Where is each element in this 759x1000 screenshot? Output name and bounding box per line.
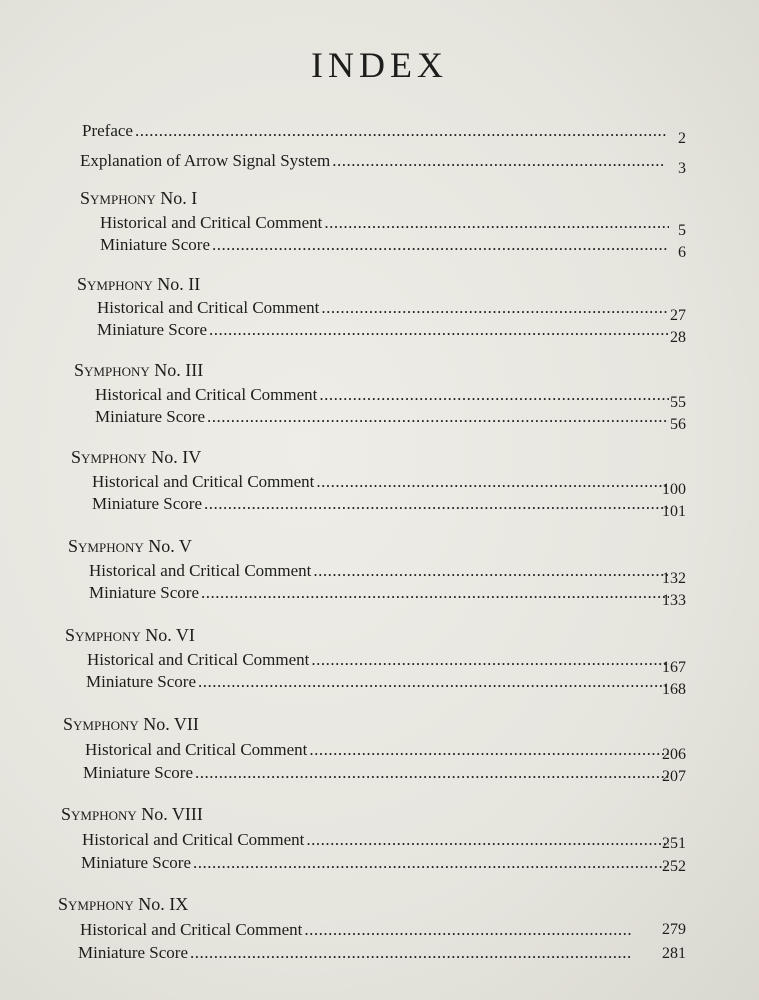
symphony-word: Symphony	[63, 714, 139, 734]
toc-label: Miniature Score	[92, 494, 202, 513]
toc-page-number: 28	[670, 329, 686, 346]
toc-entry-comment	[85, 740, 675, 762]
symphony-heading: Symphony No. VI	[65, 625, 195, 645]
dot-leader	[319, 385, 669, 405]
toc-entry-comment	[89, 561, 675, 583]
toc-label: Historical and Critical Comment	[85, 740, 308, 759]
toc-label: Historical and Critical Comment	[80, 920, 303, 939]
toc-label: Miniature Score	[81, 853, 191, 872]
toc-entry-score	[83, 763, 675, 785]
dot-leader	[332, 151, 664, 171]
toc-entry-score	[95, 407, 675, 429]
toc-page-number: 132	[662, 570, 686, 587]
toc-label: Miniature Score	[100, 235, 210, 254]
toc-page-number: 252	[662, 858, 686, 875]
toc-label: Explanation of Arrow Signal System	[80, 151, 331, 170]
toc-label: Historical and Critical Comment	[89, 561, 312, 580]
toc-entry-score	[97, 320, 675, 342]
toc-page-number: 133	[662, 592, 686, 609]
toc-entry-comment	[87, 650, 675, 672]
symphony-word: Symphony	[77, 274, 153, 294]
toc-page-number: 279	[662, 921, 686, 938]
toc-label: Historical and Critical Comment	[87, 650, 310, 669]
toc-label: Historical and Critical Comment	[95, 385, 318, 404]
toc-page-number: 207	[662, 768, 686, 785]
toc-entry-comment	[92, 472, 675, 494]
toc-label: Miniature Score	[86, 672, 196, 691]
toc-page-number: 27	[670, 307, 686, 324]
symphony-word: Symphony	[80, 188, 156, 208]
symphony-word: Symphony	[65, 625, 141, 645]
dot-leader	[309, 740, 669, 760]
toc-label: Historical and Critical Comment	[97, 298, 320, 317]
dot-leader	[204, 494, 669, 514]
toc-entry-score	[89, 583, 675, 605]
symphony-word: Symphony	[71, 447, 147, 467]
symphony-heading: Symphony No. VII	[63, 714, 199, 734]
toc-page-number: 6	[678, 244, 686, 261]
toc-entry-score	[100, 235, 675, 257]
symphony-heading: Symphony No. IX	[58, 894, 189, 914]
symphony-heading: Symphony No. II	[77, 274, 201, 294]
toc-entry-comment	[100, 213, 675, 235]
toc-label: Miniature Score	[97, 320, 207, 339]
toc-page-number: 2	[678, 130, 686, 147]
toc-label: Historical and Critical Comment	[100, 213, 323, 232]
symphony-word: Symphony	[68, 536, 144, 556]
toc-label: Miniature Score	[89, 583, 199, 602]
toc-entry-preface	[82, 121, 672, 143]
symphony-heading: Symphony No. IV	[71, 447, 202, 467]
symphony-word: Symphony	[74, 360, 150, 380]
symphony-heading: Symphony No. VIII	[61, 804, 203, 824]
symphony-heading: Symphony No. V	[68, 536, 192, 556]
dot-leader	[212, 235, 669, 255]
toc-label: Historical and Critical Comment	[82, 830, 305, 849]
dot-leader	[311, 650, 669, 670]
dot-leader	[198, 672, 669, 692]
toc-entry-score	[92, 494, 675, 516]
toc-entry-score	[78, 943, 638, 965]
dot-leader	[321, 298, 669, 318]
toc-page-number: 101	[662, 503, 686, 520]
toc-page-number: 3	[678, 160, 686, 177]
dot-leader	[190, 943, 632, 963]
toc-page-number: 56	[670, 416, 686, 433]
dot-leader	[207, 407, 669, 427]
toc-page-number: 281	[662, 945, 686, 962]
dot-leader	[209, 320, 669, 340]
page-title: INDEX	[311, 45, 448, 85]
dot-leader	[306, 830, 669, 850]
toc-entry-comment	[82, 830, 675, 852]
symphony-heading: Symphony No. III	[74, 360, 204, 380]
toc-entry-score	[81, 853, 675, 875]
toc-entry-comment	[80, 920, 638, 942]
toc-page-number: 100	[662, 481, 686, 498]
dot-leader	[324, 213, 669, 233]
dot-leader	[135, 121, 666, 141]
dot-leader	[201, 583, 669, 603]
dot-leader	[316, 472, 669, 492]
symphony-heading: Symphony No. I	[80, 188, 198, 208]
dot-leader	[195, 763, 669, 783]
toc-page-number: 168	[662, 681, 686, 698]
toc-label: Miniature Score	[83, 763, 193, 782]
dot-leader	[304, 920, 632, 940]
toc-label: Historical and Critical Comment	[92, 472, 315, 491]
toc-entry-comment	[95, 385, 675, 407]
toc-page-number: 251	[662, 835, 686, 852]
toc-page-number: 55	[670, 394, 686, 411]
toc-label: Preface	[82, 121, 133, 140]
symphony-word: Symphony	[58, 894, 134, 914]
toc-label: Miniature Score	[78, 943, 188, 962]
toc-label: Miniature Score	[95, 407, 205, 426]
toc-page-number: 206	[662, 746, 686, 763]
toc-entry-comment	[97, 298, 675, 320]
symphony-word: Symphony	[61, 804, 137, 824]
toc-entry-score	[86, 672, 675, 694]
toc-entry-arrow-signal	[80, 151, 670, 173]
toc-page-number: 167	[662, 659, 686, 676]
dot-leader	[313, 561, 669, 581]
dot-leader	[193, 853, 669, 873]
toc-page-number: 5	[678, 222, 686, 239]
